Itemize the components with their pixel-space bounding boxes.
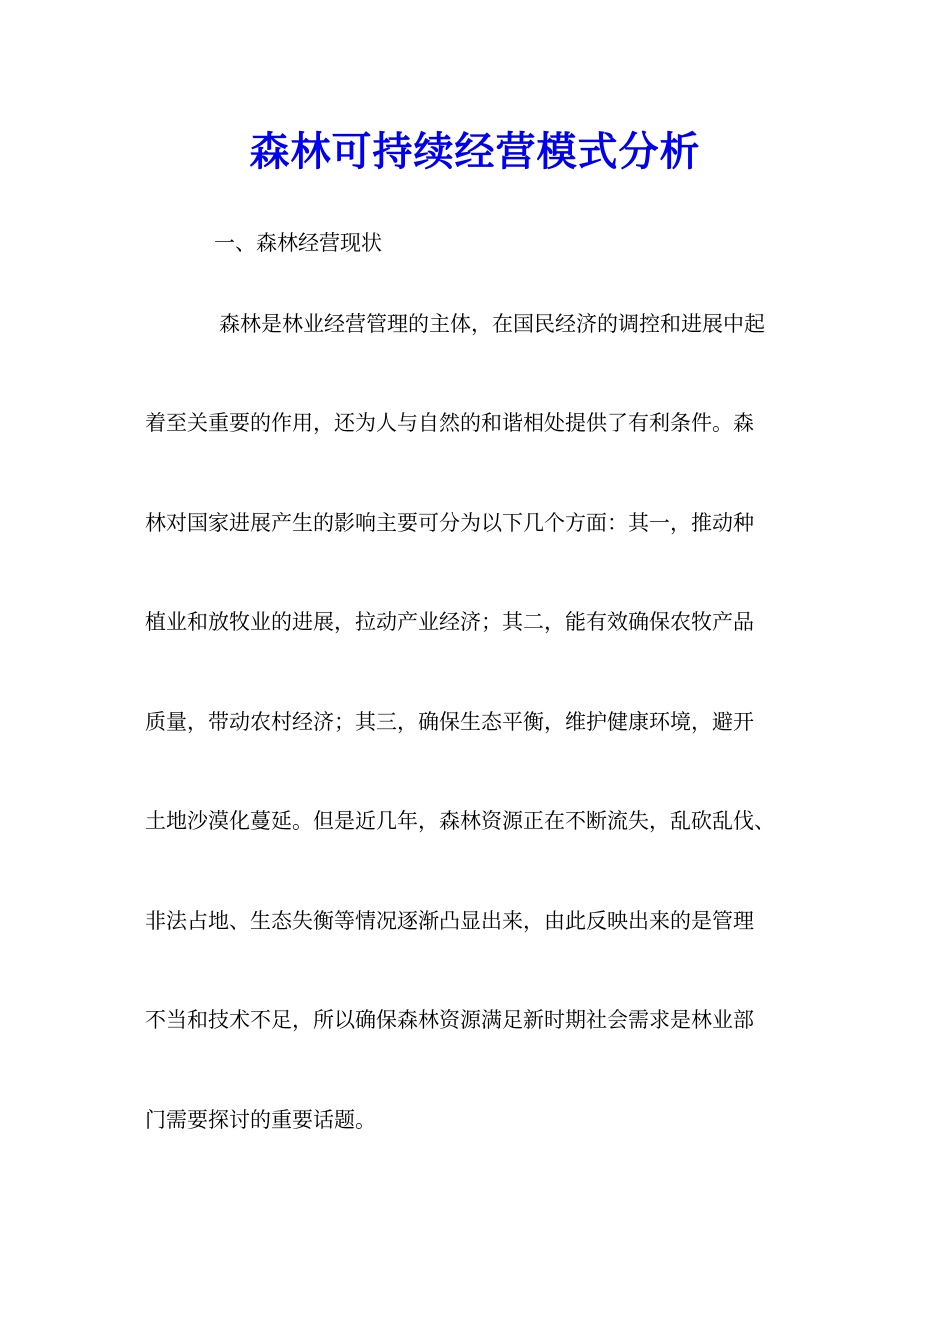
paragraph-line: 非法占地、生态失衡等情况逐渐凸显出来，由此反映出来的是管理 bbox=[145, 909, 754, 933]
document-title: 森林可持续经营模式分析 bbox=[249, 129, 701, 175]
paragraph-line: 质量，带动农村经济；其三，确保生态平衡，维护健康环境，避开 bbox=[145, 710, 754, 734]
paragraph-line: 不当和技术不足，所以确保森林资源满足新时期社会需求是林业部 bbox=[145, 1008, 754, 1032]
paragraph-line: 土地沙漠化蔓延。但是近几年，森林资源正在不断流失，乱砍乱伐、 bbox=[145, 809, 775, 833]
section-heading: 一、森林经营现状 bbox=[214, 231, 382, 255]
paragraph-line: 森林是林业经营管理的主体，在国民经济的调控和进展中起 bbox=[219, 312, 765, 336]
paragraph-line: 门需要探讨的重要话题。 bbox=[145, 1108, 376, 1132]
paragraph-line: 着至关重要的作用，还为人与自然的和谐相处提供了有利条件。森 bbox=[145, 411, 754, 435]
paragraph-line: 林对国家进展产生的影响主要可分为以下几个方面：其一，推动种 bbox=[145, 511, 754, 535]
paragraph-line: 植业和放牧业的进展，拉动产业经济；其二，能有效确保农牧产品 bbox=[145, 610, 754, 634]
